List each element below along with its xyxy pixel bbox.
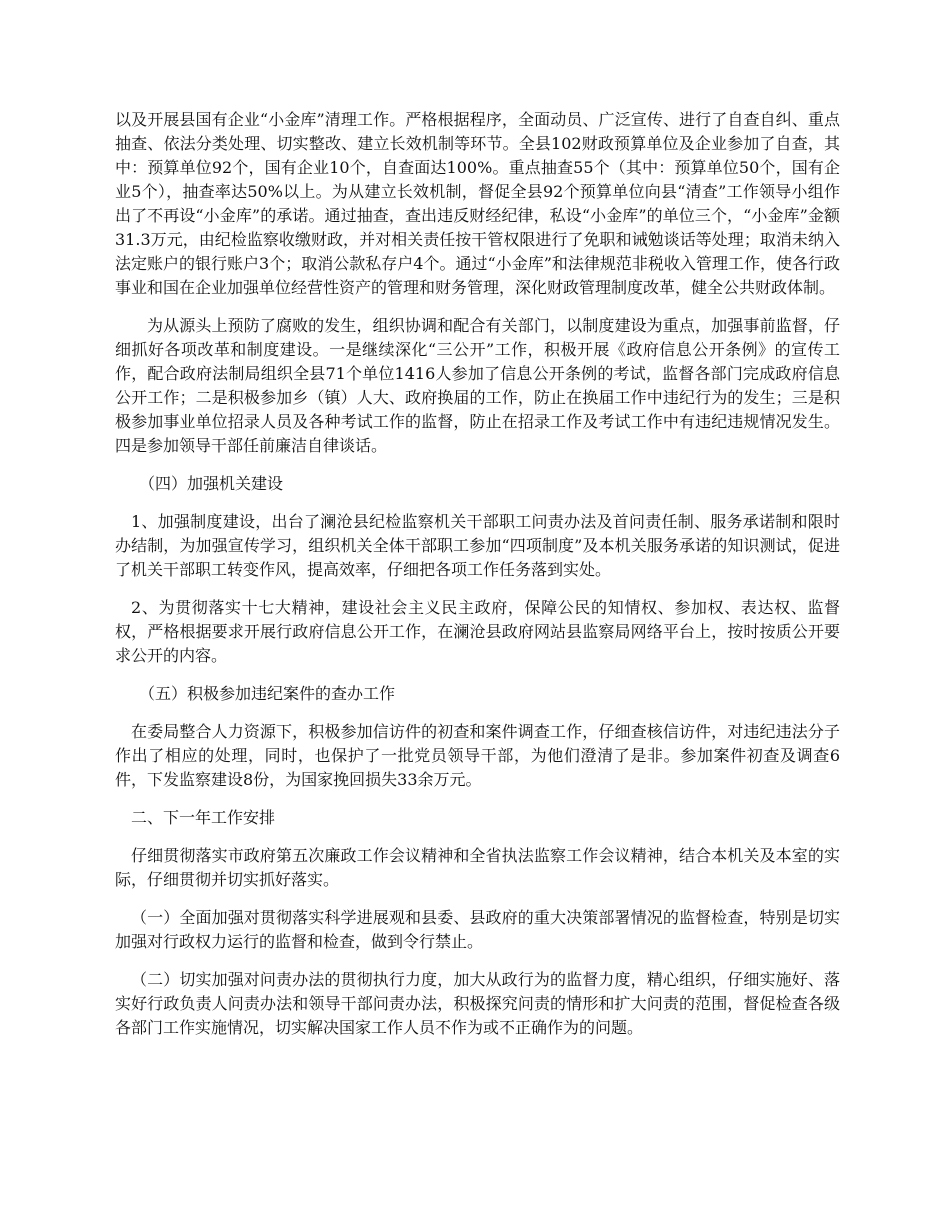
paragraph-system-building: 1、加强制度建设，出台了澜沧县纪检监察机关干部职工问责办法及首问责任制、服务承诺制和限时办结制，为加强宣传学习，组织机关全体干部职工参加“四项制度”及本机关服务承诺的知识测试，促进了机关干部职工转变作风，提高效率，仔细把各项工作任务落到实处。 <box>115 512 840 579</box>
paragraph-case-investigation: 在委局整合人力资源下，积极参加信访件的初查和案件调查工作，仔细查核信访件，对违纪违法分子作出了相应的处理，同时，也保护了一批党员领导干部，为他们澄清了是非。参加案件初查及调查6件，下发监察建设8份，为国家挽回损失33余万元。 <box>115 722 840 789</box>
section-heading-next-year-plan: 二、下一年工作安排 <box>131 808 276 827</box>
paragraph-information-disclosure: 2、为贯彻落实十七大精神，建设社会主义民主政府，保障公民的知情权、参加权、表达权、监督权，严格根据要求开展行政府信息公开工作，在澜沧县政府网站县监察局网络平台上，按时按质公开要求公开的内容。 <box>115 598 840 665</box>
paragraph-next-year-intro: 仔细贯彻落实市政府第五次廉政工作会议精神和全省执法监察工作会议精神，结合本机关及本室的实际，仔细贯彻并切实抓好落实。 <box>115 846 840 889</box>
document-page <box>115 108 840 1054</box>
section-heading-organ-building: （四）加强机关建设 <box>139 474 284 493</box>
paragraph-anti-corruption-prevention: 为从源头上预防了腐败的发生，组织协调和配合有关部门，以制度建设为重点，加强事前监督，仔细抓好各项改革和制度建设。一是继续深化“三公开”工作，积极开展《政府信息公开条例》的宣传工作，配合政府法制局组织全县71个单位1416人参加了信息公开条例的考试，监督各部门完成政府信息公开工作；二是积极参加乡（镇）人大、政府换届的工作，防止在换届工作中违纪行为的发生；三是积极参加事业单位招录人员及各种考试工作的监督，防止在招录工作及考试工作中有违纪违规情况发生。四是参加领导干部任前廉洁自律谈话。 <box>115 316 840 455</box>
paragraph-xiaojinku-cleanup: 以及开展县国有企业“小金库”清理工作。严格根据程序，全面动员、广泛宣传、进行了自查自纠、重点抽查、依法分类处理、切实整改、建立长效机制等环节。全县102财政预算单位及企业参加了自查，其中：预算单位92个，国有企业10个，自查面达100%。重点抽查55个（其中：预算单位50个，国有企业5个），抽查率达50%以上。为从建立长效机制，督促全县92个预算单位向县“清查”工作领导小组作出了不再设“小金库”的承诺。通过抽查，查出违反财经纪律，私设“小金库”的单位三个，“小金库”金额31.3万元，由纪检监察收缴财政，并对相关责任按干管权限进行了免职和诫勉谈话等处理；取消未纳入法定账户的银行账户3个；取消公款私存户4个。通过“小金库”和法律规范非税收入管理工作，使各行政事业和国在企业加强单位经营性资产的管理和财务管理，深化财政管理制度改革，健全公共财政体制。 <box>115 110 840 297</box>
paragraph-plan-item-1: （一）全面加强对贯彻落实科学进展观和县委、县政府的重大决策部署情况的监督检查，特别是切实加强对行政权力运行的监督和检查，做到令行禁止。 <box>115 908 840 951</box>
section-heading-case-investigation: （五）积极参加违纪案件的查办工作 <box>139 684 396 703</box>
paragraph-plan-item-2: （二）切实加强对问责办法的贯彻执行力度，加大从政行为的监督力度，精心组织，仔细实施好、落实好行政负责人问责办法和领导干部问责办法，积极探究问责的情形和扩大问责的范围，督促检查各级各部门工作实施情况，切实解决国家工作人员不作为或不正确作为的问题。 <box>115 970 840 1037</box>
